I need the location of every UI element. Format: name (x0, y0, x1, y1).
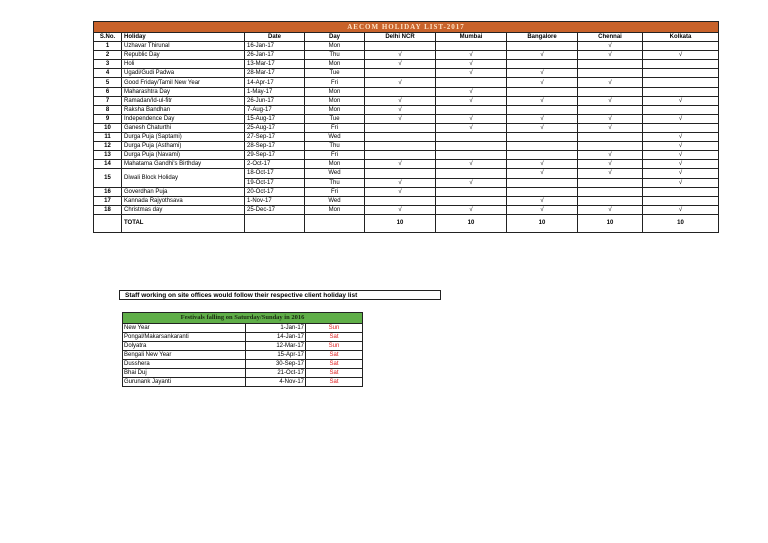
header-sno: S.No. (94, 33, 122, 42)
holiday-name: Uzhavar Thirunal (122, 42, 245, 51)
holiday-row (94, 51, 719, 60)
holiday-date: 15-Aug-17 (245, 114, 305, 123)
check-cell (436, 133, 507, 142)
check-cell (643, 105, 719, 114)
holiday-date: 1-Nov-17 (245, 196, 305, 205)
holiday-day: Tue (305, 69, 365, 78)
check-cell (436, 151, 507, 160)
check-mark: √ (436, 96, 507, 105)
festival-name: Pongal/Makarsankaranti (123, 333, 246, 342)
festival-day: Sat (306, 351, 363, 360)
row-number: 10 (94, 123, 122, 132)
festival-row (123, 342, 363, 351)
total-value: 10 (365, 214, 436, 232)
check-mark: √ (643, 142, 719, 151)
festival-name: Bhai Duj (123, 369, 246, 378)
holiday-day: Thu (305, 178, 365, 187)
holiday-day: Mon (305, 96, 365, 105)
holiday-name: Goverdhan Puja (122, 187, 245, 196)
check-mark: √ (578, 123, 643, 132)
check-cell (578, 69, 643, 78)
check-cell (365, 69, 436, 78)
holiday-name: Ramadan/Id-ul-fitr (122, 96, 245, 105)
check-cell (507, 142, 578, 151)
check-mark: √ (643, 205, 719, 214)
check-mark: √ (507, 78, 578, 87)
holiday-name: Raksha Bandhan (122, 105, 245, 114)
total-spacer (305, 214, 365, 232)
check-mark: √ (365, 96, 436, 105)
header-row (94, 33, 719, 42)
row-number: 13 (94, 151, 122, 160)
holiday-day: Wed (305, 196, 365, 205)
check-mark: √ (365, 105, 436, 114)
check-cell (436, 78, 507, 87)
check-mark: √ (507, 69, 578, 78)
check-mark: √ (578, 51, 643, 60)
festival-row (123, 378, 363, 387)
check-cell (436, 187, 507, 196)
holiday-name: Holi (122, 60, 245, 69)
festival-name: Dusshera (123, 360, 246, 369)
total-value: 10 (643, 214, 719, 232)
check-cell (436, 142, 507, 151)
holiday-date: 7-Aug-17 (245, 105, 305, 114)
row-number: 16 (94, 187, 122, 196)
check-mark: √ (365, 178, 436, 187)
holiday-date: 28-Sep-17 (245, 142, 305, 151)
total-label: TOTAL (122, 214, 245, 232)
holiday-row (94, 114, 719, 123)
holiday-day: Mon (305, 42, 365, 51)
check-mark: √ (436, 87, 507, 96)
row-number: 6 (94, 87, 122, 96)
holiday-row (94, 142, 719, 151)
holiday-date: 18-Oct-17 (245, 169, 305, 178)
check-mark: √ (436, 114, 507, 123)
festival-day: Sun (306, 342, 363, 351)
check-cell (365, 142, 436, 151)
row-number: 1 (94, 42, 122, 51)
check-cell (436, 42, 507, 51)
holiday-row (94, 169, 719, 178)
check-mark: √ (507, 96, 578, 105)
check-cell (365, 123, 436, 132)
total-value: 10 (436, 214, 507, 232)
holiday-row (94, 187, 719, 196)
check-cell (507, 151, 578, 160)
check-mark: √ (507, 205, 578, 214)
holiday-date: 14-Apr-17 (245, 78, 305, 87)
holiday-row (94, 69, 719, 78)
check-mark: √ (507, 169, 578, 178)
check-mark: √ (578, 114, 643, 123)
holiday-name: Republic Day (122, 51, 245, 60)
holiday-row (94, 78, 719, 87)
check-mark: √ (365, 205, 436, 214)
festival-date: 12-Mar-17 (246, 342, 306, 351)
holiday-date: 13-Mar-17 (245, 60, 305, 69)
festival-title: Festivals falling on Saturday/Sunday in 2016 (123, 313, 363, 324)
holiday-day: Mon (305, 60, 365, 69)
holiday-date: 25-Aug-17 (245, 123, 305, 132)
holiday-row (94, 96, 719, 105)
holiday-day: Mon (305, 87, 365, 96)
festival-day: Sat (306, 360, 363, 369)
holiday-date: 29-Sep-17 (245, 151, 305, 160)
check-cell (507, 105, 578, 114)
check-mark: √ (436, 123, 507, 132)
header-holiday: Holiday (122, 33, 245, 42)
holiday-date: 19-Oct-17 (245, 178, 305, 187)
check-cell (365, 42, 436, 51)
festival-date: 15-Apr-17 (246, 351, 306, 360)
row-number: 12 (94, 142, 122, 151)
holiday-name: Independence Day (122, 114, 245, 123)
check-cell (578, 142, 643, 151)
check-cell (436, 196, 507, 205)
check-mark: √ (365, 60, 436, 69)
holiday-day: Fri (305, 123, 365, 132)
check-cell (365, 196, 436, 205)
festival-day: Sat (306, 333, 363, 342)
check-mark: √ (365, 160, 436, 169)
check-mark: √ (436, 205, 507, 214)
holiday-name: Christmas day (122, 205, 245, 214)
festival-date: 14-Jan-17 (246, 333, 306, 342)
row-number: 8 (94, 105, 122, 114)
total-value: 10 (578, 214, 643, 232)
check-mark: √ (365, 114, 436, 123)
check-mark: √ (578, 151, 643, 160)
festival-date: 30-Sep-17 (246, 360, 306, 369)
check-cell (578, 60, 643, 69)
check-mark: √ (436, 160, 507, 169)
check-cell (365, 151, 436, 160)
holiday-day: Wed (305, 133, 365, 142)
row-number: 7 (94, 96, 122, 105)
check-mark: √ (507, 123, 578, 132)
check-mark: √ (365, 187, 436, 196)
holiday-day: Tue (305, 114, 365, 123)
holiday-row (94, 160, 719, 169)
holiday-name: Good Friday/Tamil New Year (122, 78, 245, 87)
check-cell (507, 187, 578, 196)
holiday-row (94, 123, 719, 132)
check-cell (578, 87, 643, 96)
row-number: 9 (94, 114, 122, 123)
table-title: AECOM HOLIDAY LIST-2017 (94, 22, 719, 33)
total-spacer (94, 214, 122, 232)
header-date: Date (245, 33, 305, 42)
header-day: Day (305, 33, 365, 42)
holiday-row (94, 196, 719, 205)
holiday-name: Kannada Rajyothsava (122, 196, 245, 205)
festival-date: 4-Nov-17 (246, 378, 306, 387)
holiday-day: Mon (305, 205, 365, 214)
festival-row (123, 324, 363, 333)
check-cell (643, 78, 719, 87)
check-mark: √ (507, 196, 578, 205)
check-cell (643, 187, 719, 196)
check-mark: √ (578, 160, 643, 169)
holiday-table (93, 21, 719, 233)
check-mark: √ (578, 96, 643, 105)
total-value: 10 (507, 214, 578, 232)
holiday-day: Fri (305, 78, 365, 87)
festival-row (123, 333, 363, 342)
festival-date: 21-Oct-17 (246, 369, 306, 378)
check-cell (578, 187, 643, 196)
row-number: 11 (94, 133, 122, 142)
festival-table (122, 312, 363, 387)
festival-name: Gurunank Jayanti (123, 378, 246, 387)
holiday-name: Ganesh Chaturthi (122, 123, 245, 132)
holiday-day: Fri (305, 151, 365, 160)
row-number: 17 (94, 196, 122, 205)
holiday-row (94, 105, 719, 114)
check-mark: √ (578, 42, 643, 51)
holiday-row (94, 133, 719, 142)
check-mark: √ (436, 178, 507, 187)
festival-row (123, 369, 363, 378)
holiday-date: 26-Jun-17 (245, 96, 305, 105)
check-mark: √ (643, 178, 719, 187)
check-cell (578, 105, 643, 114)
holiday-day: Mon (305, 160, 365, 169)
holiday-date: 28-Mar-17 (245, 69, 305, 78)
header-chennai: Chennai (578, 33, 643, 42)
holiday-name: Ugadi/Gudi Padwa (122, 69, 245, 78)
header-bangalore: Bangalore (507, 33, 578, 42)
header-delhi: Delhi NCR (365, 33, 436, 42)
check-cell (365, 133, 436, 142)
holiday-row (94, 205, 719, 214)
check-mark: √ (578, 78, 643, 87)
holiday-date: 26-Jan-17 (245, 51, 305, 60)
row-number: 5 (94, 78, 122, 87)
holiday-day: Fri (305, 187, 365, 196)
check-mark: √ (578, 169, 643, 178)
check-cell (643, 196, 719, 205)
check-mark: √ (436, 51, 507, 60)
check-cell (578, 133, 643, 142)
festival-day: Sat (306, 378, 363, 387)
check-cell (643, 60, 719, 69)
holiday-row (94, 151, 719, 160)
check-mark: √ (507, 160, 578, 169)
check-cell (436, 105, 507, 114)
holiday-date: 25-Dec-17 (245, 205, 305, 214)
row-number: 2 (94, 51, 122, 60)
check-cell (365, 87, 436, 96)
check-cell (643, 87, 719, 96)
holiday-day: Thu (305, 142, 365, 151)
total-spacer (245, 214, 305, 232)
festival-row (123, 360, 363, 369)
header-kolkata: Kolkata (643, 33, 719, 42)
check-mark: √ (436, 60, 507, 69)
check-mark: √ (643, 160, 719, 169)
check-cell (507, 42, 578, 51)
check-cell (578, 178, 643, 187)
check-mark: √ (643, 51, 719, 60)
holiday-name: Durga Puja (Saptami) (122, 133, 245, 142)
check-mark: √ (643, 96, 719, 105)
row-number: 14 (94, 160, 122, 169)
holiday-name: Maharashtra Day (122, 87, 245, 96)
holiday-name: Mahatama Gandhi's Birthday (122, 160, 245, 169)
check-cell (436, 169, 507, 178)
holiday-date: 20-Oct-17 (245, 187, 305, 196)
holiday-date: 27-Sep-17 (245, 133, 305, 142)
check-cell (365, 169, 436, 178)
festival-name: Bengali New Year (123, 351, 246, 360)
holiday-day: Thu (305, 51, 365, 60)
check-mark: √ (365, 51, 436, 60)
holiday-row (94, 60, 719, 69)
holiday-name: Durga Puja (Asthami) (122, 142, 245, 151)
total-row (94, 214, 719, 232)
holiday-name: Diwali Block Holiday (122, 169, 245, 187)
holiday-row (94, 87, 719, 96)
check-mark: √ (643, 133, 719, 142)
festival-day: Sat (306, 369, 363, 378)
row-number: 15 (94, 169, 122, 187)
check-mark: √ (643, 151, 719, 160)
holiday-date: 16-Jan-17 (245, 42, 305, 51)
row-number: 4 (94, 69, 122, 78)
festival-day: Sun (306, 324, 363, 333)
festival-name: Dolyatra (123, 342, 246, 351)
check-cell (507, 178, 578, 187)
holiday-day: Mon (305, 105, 365, 114)
row-number: 3 (94, 60, 122, 69)
festival-title-row (123, 313, 363, 324)
holiday-row (94, 42, 719, 51)
check-mark: √ (365, 78, 436, 87)
site-office-note: Staff working on site offices would follow their respective client holiday list (119, 290, 441, 300)
check-cell (643, 69, 719, 78)
festival-date: 1-Jan-17 (246, 324, 306, 333)
check-mark: √ (643, 114, 719, 123)
check-cell (643, 42, 719, 51)
check-cell (507, 60, 578, 69)
check-cell (578, 196, 643, 205)
holiday-name: Durga Puja (Navami) (122, 151, 245, 160)
check-cell (507, 87, 578, 96)
check-cell (507, 133, 578, 142)
row-number: 18 (94, 205, 122, 214)
check-cell (643, 123, 719, 132)
holiday-date: 1-May-17 (245, 87, 305, 96)
header-mumbai: Mumbai (436, 33, 507, 42)
holiday-date: 2-Oct-17 (245, 160, 305, 169)
check-mark: √ (578, 205, 643, 214)
title-row (94, 22, 719, 33)
check-mark: √ (507, 51, 578, 60)
check-mark: √ (507, 114, 578, 123)
holiday-day: Wed (305, 169, 365, 178)
check-mark: √ (643, 169, 719, 178)
festival-name: New Year (123, 324, 246, 333)
check-mark: √ (436, 69, 507, 78)
festival-row (123, 351, 363, 360)
